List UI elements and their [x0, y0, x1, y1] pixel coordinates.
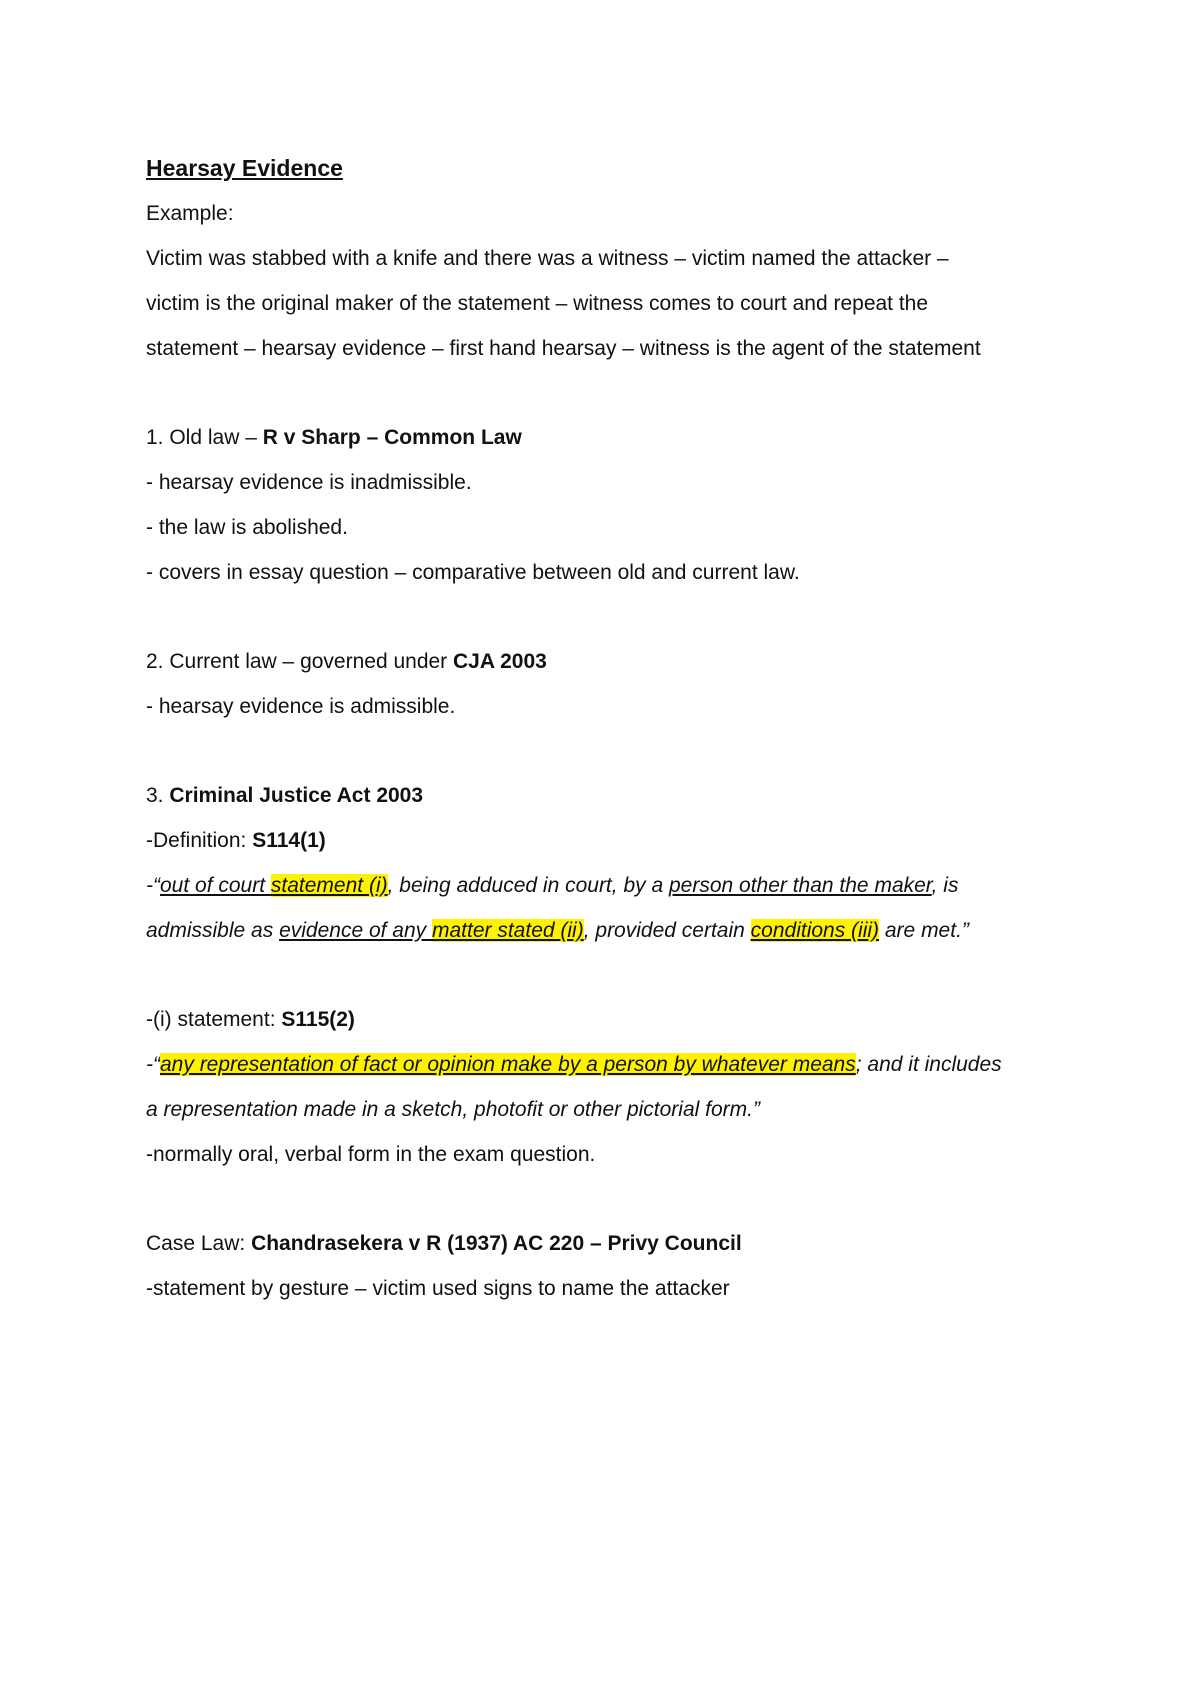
quote-text: -“ [146, 1053, 160, 1076]
heading-bold: CJA 2003 [453, 650, 547, 673]
statement-quote-line-2: a representation made in a sketch, photofit or other pictorial form.” [146, 1098, 760, 1121]
quote-highlight: statement (i) [270, 874, 388, 897]
definition-prefix: -Definition: [146, 829, 253, 852]
heading-bold: R v Sharp – Common Law [262, 426, 522, 449]
case-note: -statement by gesture – victim used signs to name the attacker [146, 1277, 730, 1300]
case-prefix: Case Law: [146, 1232, 252, 1255]
quote-text: are met.” [879, 919, 969, 942]
paragraph-gap [146, 729, 1086, 773]
document-title: Hearsay Evidence [146, 155, 343, 181]
section-old-law-heading [146, 415, 1086, 460]
section-cja-heading [146, 773, 1086, 818]
quote-text: , is [931, 874, 959, 897]
example-line: Victim was stabbed with a knife and there was a witness – victim named the attacker – [146, 247, 949, 270]
quote-highlight: any representation of fact or opinion make by a person by whatever means [160, 1053, 856, 1076]
example-line: statement – hearsay evidence – first hand hearsay – witness is the agent of the statement [146, 337, 981, 360]
bullet-item: - hearsay evidence is admissible. [146, 695, 456, 718]
bullet-item: - covers in essay question – comparative between old and current law. [146, 561, 800, 584]
statement-section: S115(2) [281, 1008, 355, 1031]
statement-note: -normally oral, verbal form in the exam question. [146, 1143, 596, 1166]
heading-prefix: 2. Current law – governed under [146, 650, 454, 673]
paragraph-gap [146, 595, 1086, 639]
case-name: Chandrasekera v R (1937) AC 220 – Privy Council [251, 1232, 742, 1255]
quote-underlined: person other than the maker [668, 874, 932, 897]
heading-bold: Criminal Justice Act 2003 [169, 784, 424, 807]
case-law-heading [146, 1221, 1086, 1266]
example-label: Example: [146, 202, 234, 225]
example-line: victim is the original maker of the statement – witness comes to court and repeat the [146, 292, 929, 315]
quote-text: -“ [146, 874, 160, 897]
quote-highlight: conditions (iii) [750, 919, 880, 942]
definition-quote-line-2 [146, 908, 1086, 953]
definition-quote-line-1 [146, 863, 1086, 908]
quote-underlined: out of court [160, 874, 271, 897]
quote-text: admissible as [146, 919, 280, 942]
statement-prefix: -(i) statement: [146, 1008, 282, 1031]
heading-prefix: 3. [146, 784, 170, 807]
paragraph-gap [146, 953, 1086, 997]
bullet-item: - hearsay evidence is inadmissible. [146, 471, 472, 494]
document-body [146, 146, 1086, 1311]
definition-section: S114(1) [252, 829, 326, 852]
statement-quote-line-1 [146, 1042, 1086, 1087]
paragraph-gap [146, 1177, 1086, 1221]
heading-prefix: 1. Old law – [146, 426, 263, 449]
definition-line [146, 818, 1086, 863]
quote-text: , provided certain [583, 919, 751, 942]
section-current-law-heading [146, 639, 1086, 684]
quote-text: , being adduced in court, by a [387, 874, 669, 897]
statement-heading [146, 997, 1086, 1042]
bullet-item: - the law is abolished. [146, 516, 348, 539]
quote-text: ; and it includes [855, 1053, 1002, 1076]
paragraph-gap [146, 371, 1086, 415]
quote-underlined: evidence of any [279, 919, 432, 942]
quote-highlight: matter stated (ii) [432, 919, 584, 942]
